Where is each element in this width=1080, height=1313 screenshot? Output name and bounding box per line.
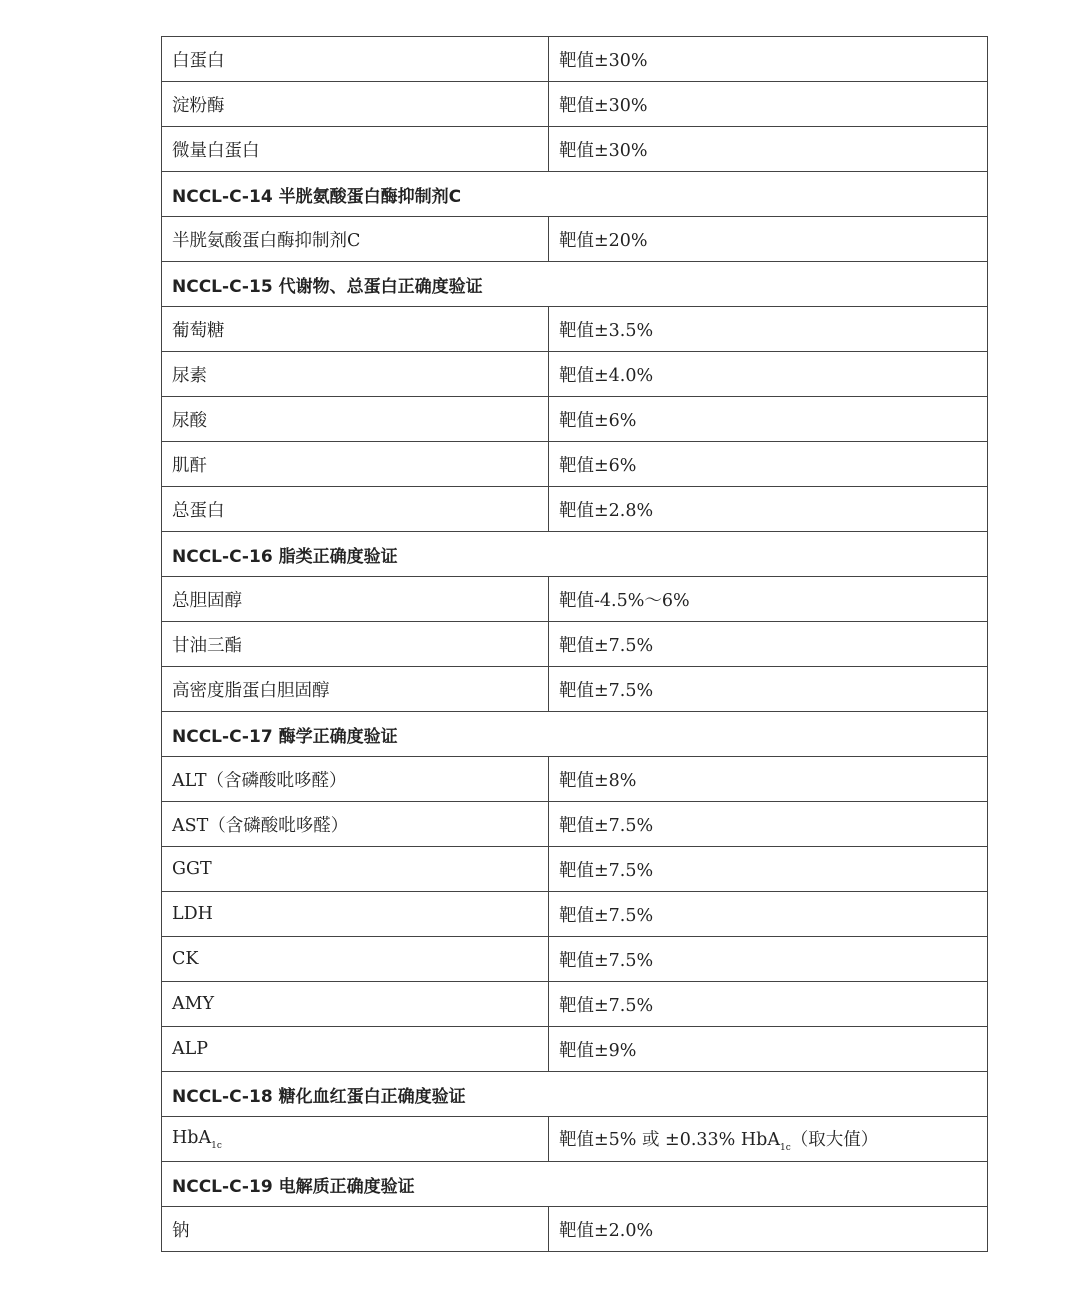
- analyte-name-cell: [162, 487, 549, 532]
- section-header-row: [162, 1162, 988, 1207]
- analyte-name-cell: [162, 802, 549, 847]
- tolerance-cell: [549, 982, 988, 1027]
- tolerance-value-subscript: 1c: [779, 1143, 791, 1154]
- tolerance-value: 靶值±6%: [559, 410, 637, 431]
- analyte-name-cell: [162, 937, 549, 982]
- tolerance-cell: [549, 1027, 988, 1072]
- tolerance-cell: [549, 847, 988, 892]
- tolerance-value: 靶值±3.5%: [559, 320, 654, 341]
- table-row: [162, 1207, 988, 1252]
- tolerance-cell: [549, 937, 988, 982]
- tolerance-value: 靶值±7.5%: [559, 680, 654, 701]
- analyte-name: CK: [172, 949, 199, 969]
- analyte-name: 尿酸: [172, 410, 207, 431]
- tolerance-value-suffix: （取大值）: [790, 1129, 879, 1150]
- analyte-name-cell: [162, 1117, 549, 1162]
- analyte-name-cell: [162, 352, 549, 397]
- accuracy-criteria-table: [161, 36, 988, 1252]
- analyte-name: HbA: [172, 1127, 212, 1148]
- table-row: [162, 802, 988, 847]
- tolerance-value: 靶值-4.5%～6%: [559, 590, 690, 611]
- tolerance-value: 靶值±7.5%: [559, 995, 654, 1016]
- tolerance-value: 靶值±8%: [559, 770, 637, 791]
- tolerance-cell: [549, 757, 988, 802]
- table-row: [162, 757, 988, 802]
- tolerance-cell: [549, 487, 988, 532]
- analyte-name-cell: [162, 757, 549, 802]
- section-header-row: [162, 532, 988, 577]
- tolerance-cell: [549, 127, 988, 172]
- analyte-name: 葡萄糖: [172, 320, 225, 341]
- analyte-name: AMY: [172, 994, 215, 1014]
- table-row: [162, 982, 988, 1027]
- table-row: [162, 937, 988, 982]
- section-title: NCCL-C-15 代谢物、总蛋白正确度验证: [162, 262, 988, 307]
- tolerance-cell: [549, 352, 988, 397]
- analyte-name: 总蛋白: [172, 500, 225, 521]
- tolerance-value: 靶值±7.5%: [559, 905, 654, 926]
- analyte-name: ALP: [172, 1039, 209, 1059]
- analyte-name: 甘油三酯: [172, 635, 242, 656]
- analyte-name-cell: [162, 127, 549, 172]
- analyte-name-cell: [162, 37, 549, 82]
- section-header-row: [162, 1072, 988, 1117]
- tolerance-cell: [549, 1207, 988, 1252]
- analyte-name-subscript: 1c: [211, 1141, 222, 1152]
- analyte-name-cell: [162, 307, 549, 352]
- tolerance-value: 靶值±30%: [559, 50, 648, 71]
- section-title: NCCL-C-17 酶学正确度验证: [162, 712, 988, 757]
- analyte-name: AST（含磷酸吡哆醛）: [172, 815, 349, 836]
- section-title: NCCL-C-14 半胱氨酸蛋白酶抑制剂C: [162, 172, 988, 217]
- analyte-name: ALT（含磷酸吡哆醛）: [172, 770, 347, 791]
- analyte-name-cell: [162, 82, 549, 127]
- analyte-name-cell: [162, 1207, 549, 1252]
- table-row: [162, 217, 988, 262]
- tolerance-cell: [549, 802, 988, 847]
- tolerance-cell: [549, 667, 988, 712]
- tolerance-cell: [549, 892, 988, 937]
- table-row: [162, 667, 988, 712]
- section-header-row: [162, 172, 988, 217]
- analyte-name-cell: [162, 622, 549, 667]
- table-row: [162, 442, 988, 487]
- analyte-name-cell: [162, 442, 549, 487]
- table-row: [162, 892, 988, 937]
- analyte-name: GGT: [172, 859, 212, 879]
- analyte-name-cell: [162, 667, 549, 712]
- analyte-name: 钠: [172, 1220, 190, 1241]
- tolerance-cell: [549, 37, 988, 82]
- analyte-name: 总胆固醇: [172, 590, 242, 611]
- tolerance-value: 靶值±20%: [559, 230, 648, 251]
- table-row: [162, 307, 988, 352]
- table-row: [162, 1027, 988, 1072]
- tolerance-value: 靶值±7.5%: [559, 635, 654, 656]
- analyte-name-cell: [162, 892, 549, 937]
- tolerance-value: 靶值±6%: [559, 455, 637, 476]
- section-header-row: [162, 712, 988, 757]
- analyte-name: 尿素: [172, 365, 207, 386]
- tolerance-value: 靶值±30%: [559, 140, 648, 161]
- table-row: [162, 847, 988, 892]
- table-row: [162, 1117, 988, 1162]
- table-row: [162, 577, 988, 622]
- analyte-name: 半胱氨酸蛋白酶抑制剂C: [172, 230, 361, 251]
- tolerance-cell: [549, 442, 988, 487]
- tolerance-cell: [549, 307, 988, 352]
- analyte-name-cell: [162, 577, 549, 622]
- analyte-name-cell: [162, 397, 549, 442]
- tolerance-value: 靶值±5% 或 ±0.33% HbA: [559, 1129, 780, 1150]
- analyte-name: 白蛋白: [172, 50, 225, 71]
- tolerance-cell: [549, 577, 988, 622]
- tolerance-value: 靶值±30%: [559, 95, 648, 116]
- tolerance-value: 靶值±2.8%: [559, 500, 654, 521]
- tolerance-value: 靶值±7.5%: [559, 860, 654, 881]
- tolerance-cell: [549, 397, 988, 442]
- table-row: [162, 487, 988, 532]
- tolerance-cell: [549, 1117, 988, 1162]
- tolerance-value: 靶值±7.5%: [559, 950, 654, 971]
- section-title: NCCL-C-18 糖化血红蛋白正确度验证: [162, 1072, 988, 1117]
- analyte-name: 淀粉酶: [172, 95, 225, 116]
- table-row: [162, 397, 988, 442]
- analyte-name: 微量白蛋白: [172, 140, 260, 161]
- table-row: [162, 622, 988, 667]
- table-row: [162, 127, 988, 172]
- analyte-name-cell: [162, 217, 549, 262]
- tolerance-cell: [549, 622, 988, 667]
- analyte-name: 肌酐: [172, 455, 207, 476]
- table-body: [162, 37, 988, 1252]
- tolerance-value: 靶值±9%: [559, 1040, 637, 1061]
- tolerance-cell: [549, 217, 988, 262]
- tolerance-cell: [549, 82, 988, 127]
- analyte-name: LDH: [172, 904, 213, 924]
- section-title: NCCL-C-16 脂类正确度验证: [162, 532, 988, 577]
- analyte-name-cell: [162, 982, 549, 1027]
- tolerance-value: 靶值±2.0%: [559, 1220, 654, 1241]
- table-row: [162, 82, 988, 127]
- analyte-name-cell: [162, 1027, 549, 1072]
- analyte-name-cell: [162, 847, 549, 892]
- analyte-name: 高密度脂蛋白胆固醇: [172, 680, 330, 701]
- section-title: NCCL-C-19 电解质正确度验证: [162, 1162, 988, 1207]
- tolerance-value: 靶值±7.5%: [559, 815, 654, 836]
- section-header-row: [162, 262, 988, 307]
- table-row: [162, 37, 988, 82]
- tolerance-value: 靶值±4.0%: [559, 365, 654, 386]
- table-row: [162, 352, 988, 397]
